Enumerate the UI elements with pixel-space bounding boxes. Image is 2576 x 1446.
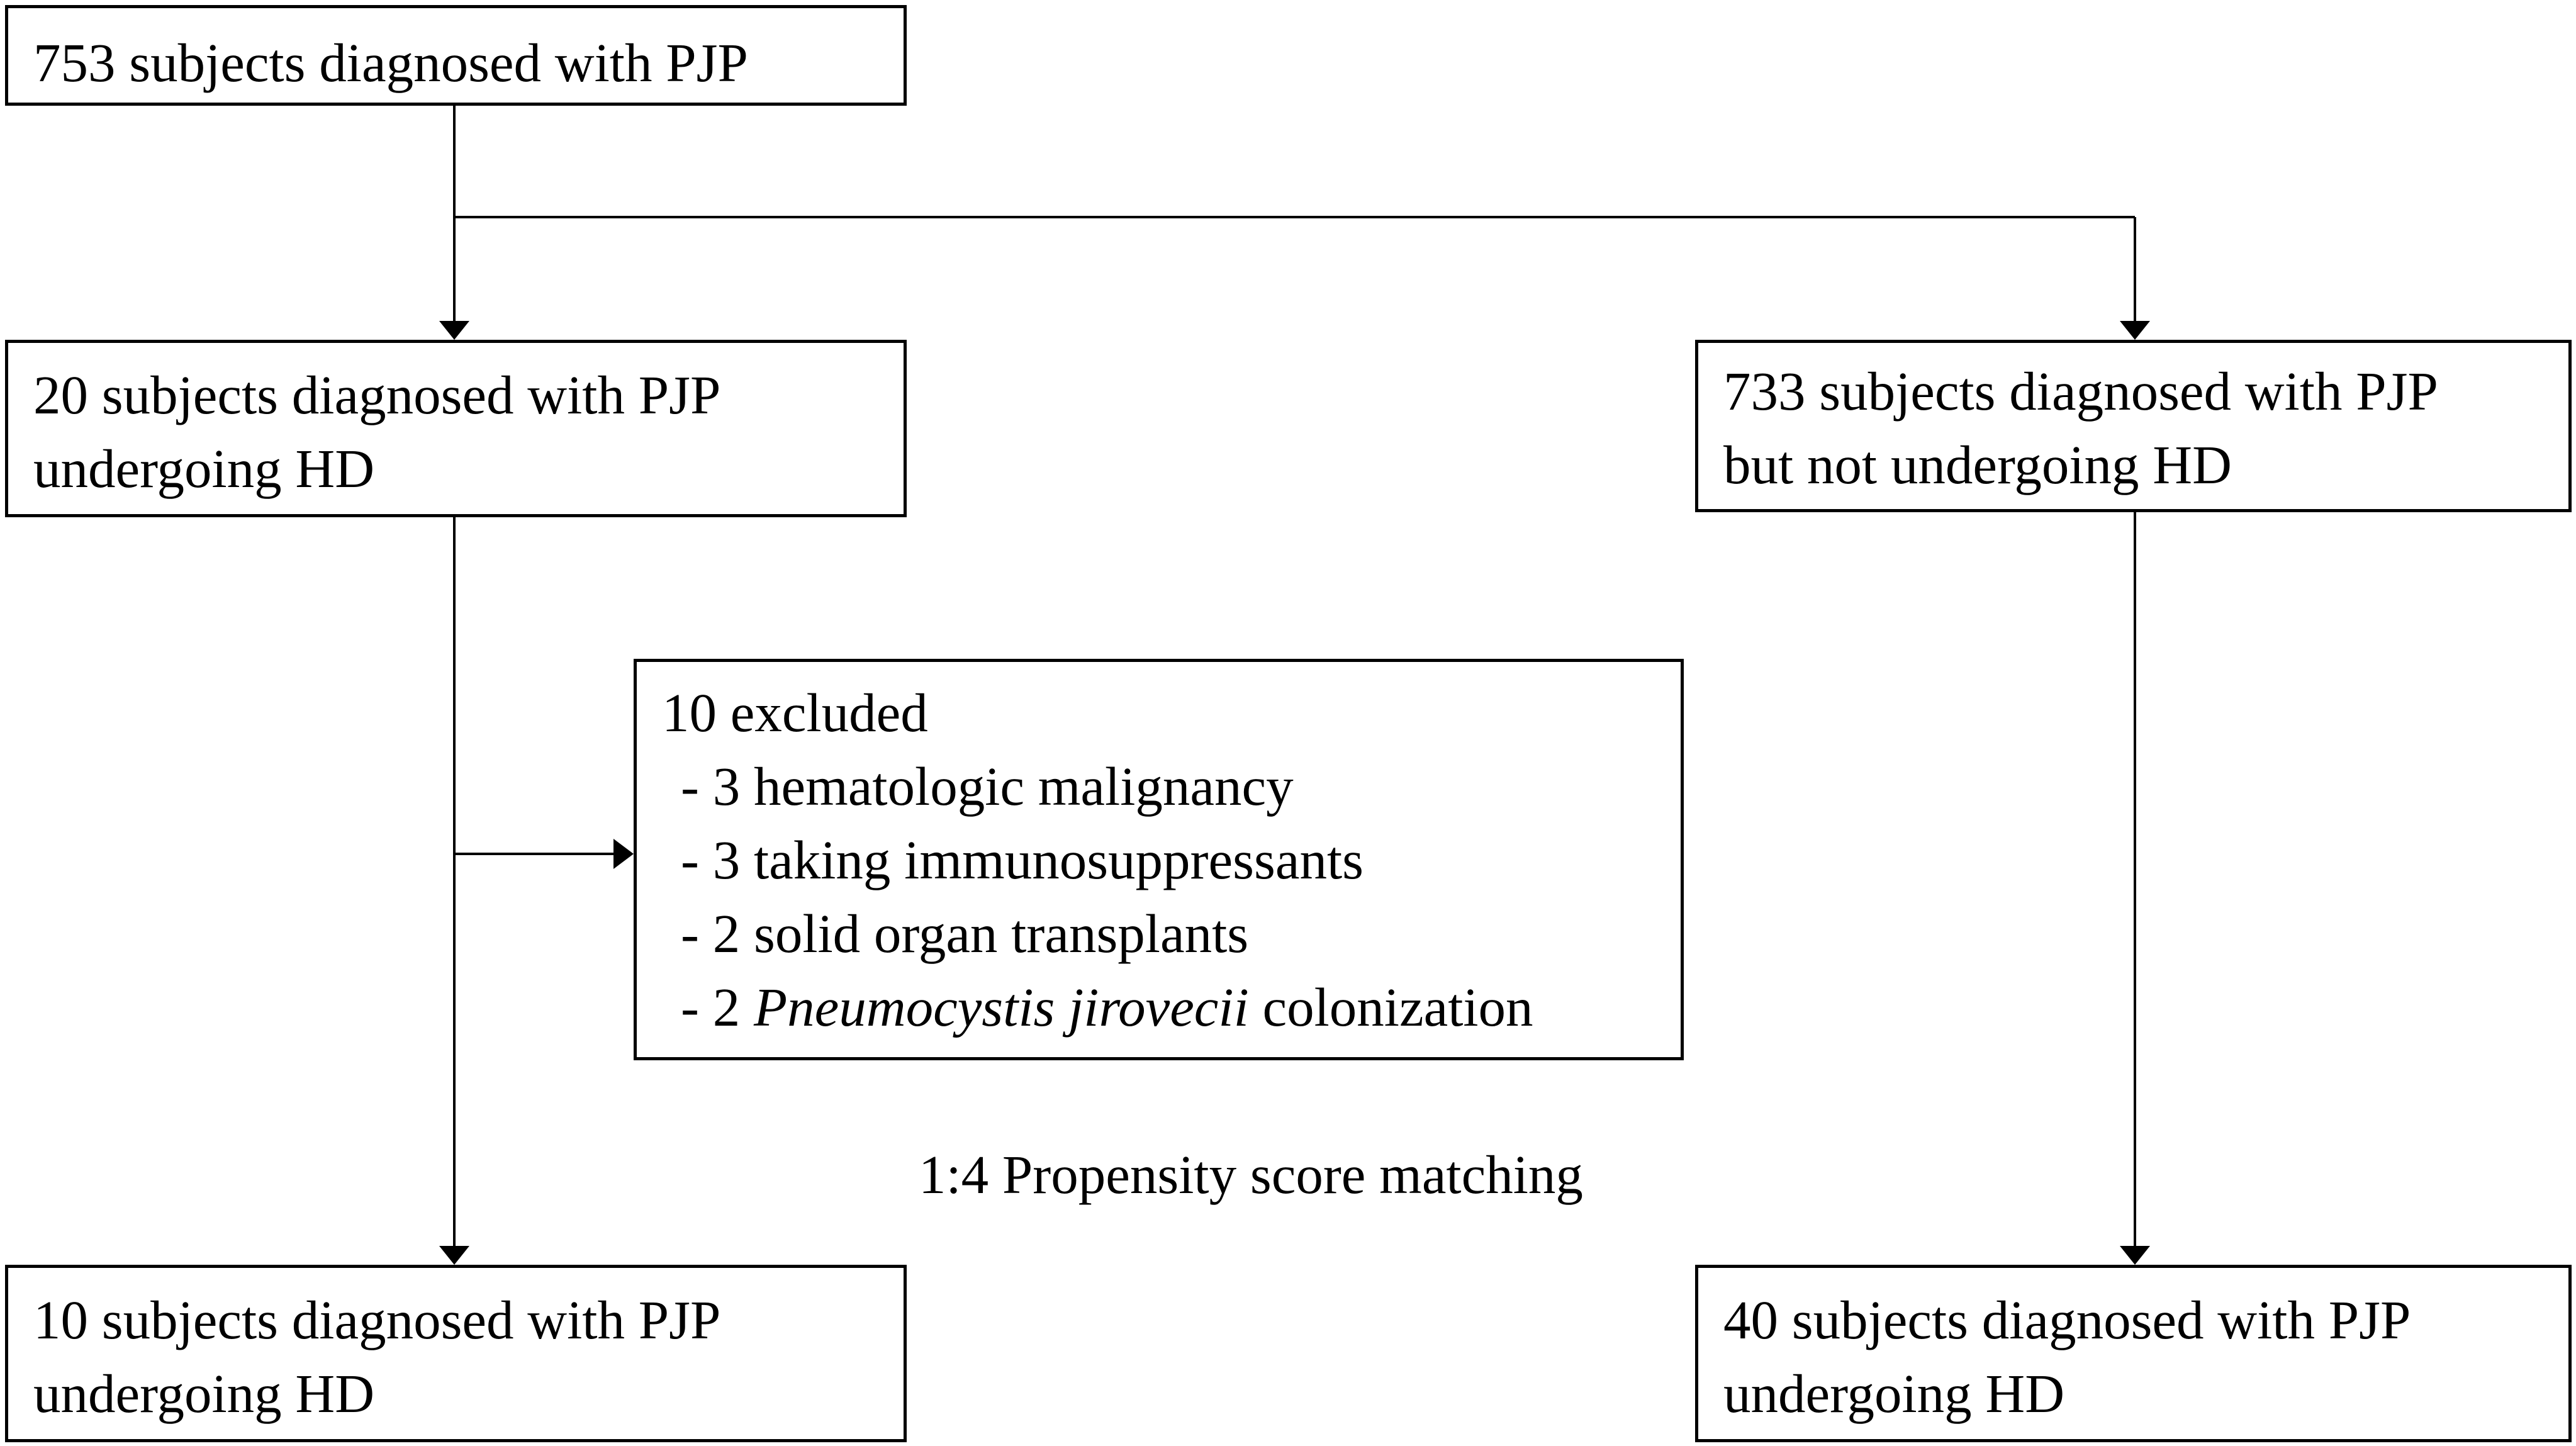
excluded-item-immunosuppressants-text: - 3 taking immunosuppressants [681, 829, 1364, 890]
excluded-item-transplants [662, 897, 1681, 970]
arrowhead-to-non-hd [2120, 321, 2150, 340]
excluded-item-colonization [662, 970, 1681, 1044]
excluded-item-colonization-organism: Pneumocystis jirovecii [753, 977, 1249, 1038]
box-hd-line1: 20 subjects diagnosed with PJP [33, 364, 721, 425]
box-hd-line2: undergoing HD [33, 438, 375, 499]
box-final-hd-line1: 10 subjects diagnosed with PJP [33, 1289, 721, 1350]
box-excluded-subjects [634, 659, 1684, 1060]
box-total-pjp-line1: 753 subjects diagnosed with PJP [33, 32, 748, 93]
excluded-item-transplants-text: - 2 solid organ transplants [681, 903, 1249, 964]
box-non-hd-pjp-subjects [1695, 340, 2572, 512]
excluded-item-hematologic-text: - 3 hematologic malignancy [681, 756, 1294, 817]
arrowhead-to-excluded [613, 839, 634, 869]
arrowhead-to-hd [439, 321, 469, 340]
excluded-item-immunosuppressants [662, 823, 1681, 897]
box-final-matched-line2: undergoing HD [1723, 1363, 2065, 1424]
arrowhead-to-final-right [2120, 1246, 2150, 1265]
box-non-hd-line1: 733 subjects diagnosed with PJP [1723, 361, 2438, 422]
propensity-matching-label: 1:4 Propensity score matching [919, 1144, 1583, 1205]
box-hd-pjp-subjects [5, 340, 907, 517]
arrowhead-to-final-hd [439, 1246, 469, 1265]
box-final-matched-subjects [1695, 1265, 2572, 1442]
box-total-pjp-subjects [5, 5, 907, 106]
box-final-hd-line2: undergoing HD [33, 1363, 375, 1424]
excluded-item-colonization-suffix: colonization [1248, 977, 1533, 1038]
excluded-item-colonization-prefix: - 2 [681, 977, 754, 1038]
box-final-hd-subjects [5, 1265, 907, 1442]
excluded-item-hematologic [662, 749, 1681, 823]
box-non-hd-line2: but not undergoing HD [1723, 434, 2232, 495]
excluded-title: 10 excluded [662, 682, 928, 743]
box-final-matched-line1: 40 subjects diagnosed with PJP [1723, 1289, 2411, 1350]
